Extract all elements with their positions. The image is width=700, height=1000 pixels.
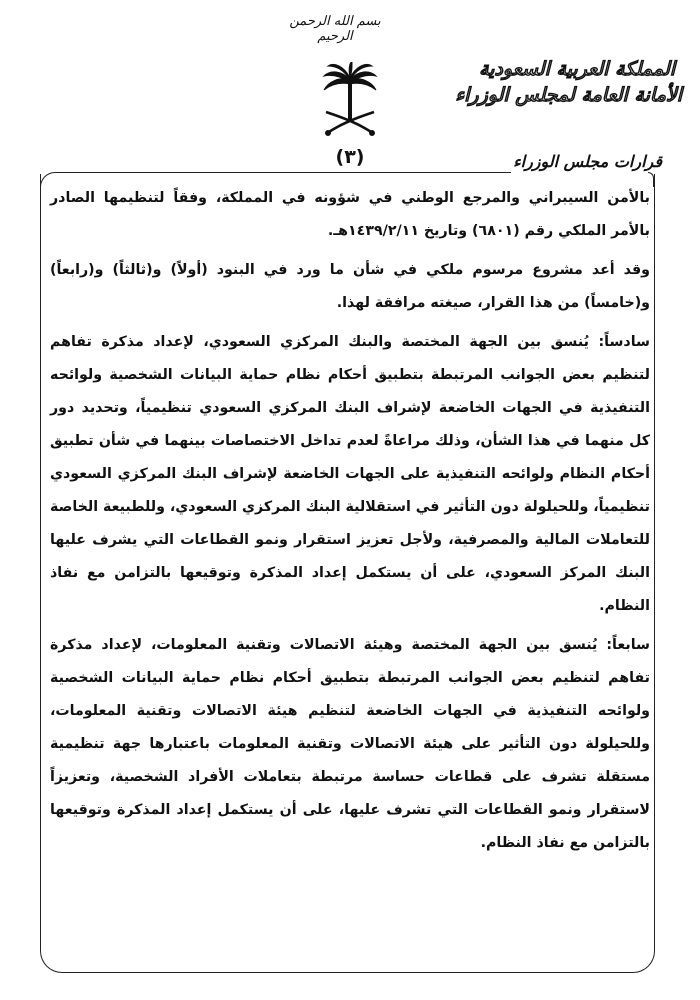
basmala-calligraphy: بسم الله الرحمن الرحيم	[289, 14, 381, 44]
clause-sixth: سادساً: يُنسق بين الجهة المختصة والبنك المركزي السعودي، لإعداد مذكرة تفاهم لتنظيم بعض الجوانب المرتبطة بتطبيق أحكام نظام حماية البيانات الشخصية ولوائحه التنفيذية في الجهات الخاضعة لإشراف البنك المركزي السعودي تنظيمياً، وتحديد دور كل منهما في هذا الشأن، وذلك مراعاةً لعدم تداخل الاختصاصات بينهما في شأن تطبيق أحكام النظام ولوائحه التنفيذية على الجهات الخاضعة لإشراف البنك المركزي السعودي تنظيمياً، وللحيلولة دون التأثير في استقلالية البنك المركزي السعودي، وللطبيعة الخاصة للتعاملات المالية والمصرفية، ولأجل تعزيز استقرار ونمو القطاعات التي يشرف عليها البنك المركز السعودي، على أن يستكمل إعداد المذكرة وتوقيعها بالتزامن مع نفاذ النظام.	[50, 334, 650, 614]
decisions-label: قرارات مجلس الوزراء	[513, 152, 662, 171]
kingdom-name: المملكة العربية السعودية	[478, 58, 676, 80]
palm-and-swords-emblem-icon	[322, 62, 378, 140]
decision-body	[50, 182, 650, 860]
secretariat-name: الأمانة العامة لمجلس الوزراء	[455, 84, 682, 106]
clause-seventh: سابعاً: يُنسق بين الجهة المختصة وهيئة الاتصالات وتقنية المعلومات، لإعداد مذكرة تفاهم لتنظيم بعض الجوانب المرتبطة بتطبيق أحكام نظام حماية البيانات الشخصية ولوائحه التنفيذية في الجهات الخاضعة لتنظيم هيئة الاتصالات وتقنية المعلومات، وللحيلولة دون التأثير على هيئة الاتصالات وتقنية المعلومات باعتبارها جهة تنظيمية مستقلة تشرف على قطاعات حساسة مرتبطة بتعاملات الأفراد الشخصية، وتعزيزاً لاستقرار ونمو القطاعات التي تشرف عليها، على أن يستكمل إعداد المذكرة وتوقيعها بالتزامن مع نفاذ النظام.	[50, 637, 650, 851]
draft-decree-paragraph: وقد أعد مشروع مرسوم ملكي في شأن ما ورد في البنود (أولاً) و(ثالثاً) و(رابعاً) و(خامساً) من هذا القرار، صيغته مرافقة لهذا.	[50, 262, 650, 311]
intro-paragraph: بالأمن السيبراني والمرجع الوطني في شؤونه في المملكة، وفقاً لتنظيمها الصادر بالأمر الملكي رقم (٦٨٠١) وتاريخ ١٤٣٩/٢/١١هـ.	[50, 190, 650, 239]
letterhead	[455, 56, 682, 108]
page-number: (٣)	[335, 146, 365, 168]
